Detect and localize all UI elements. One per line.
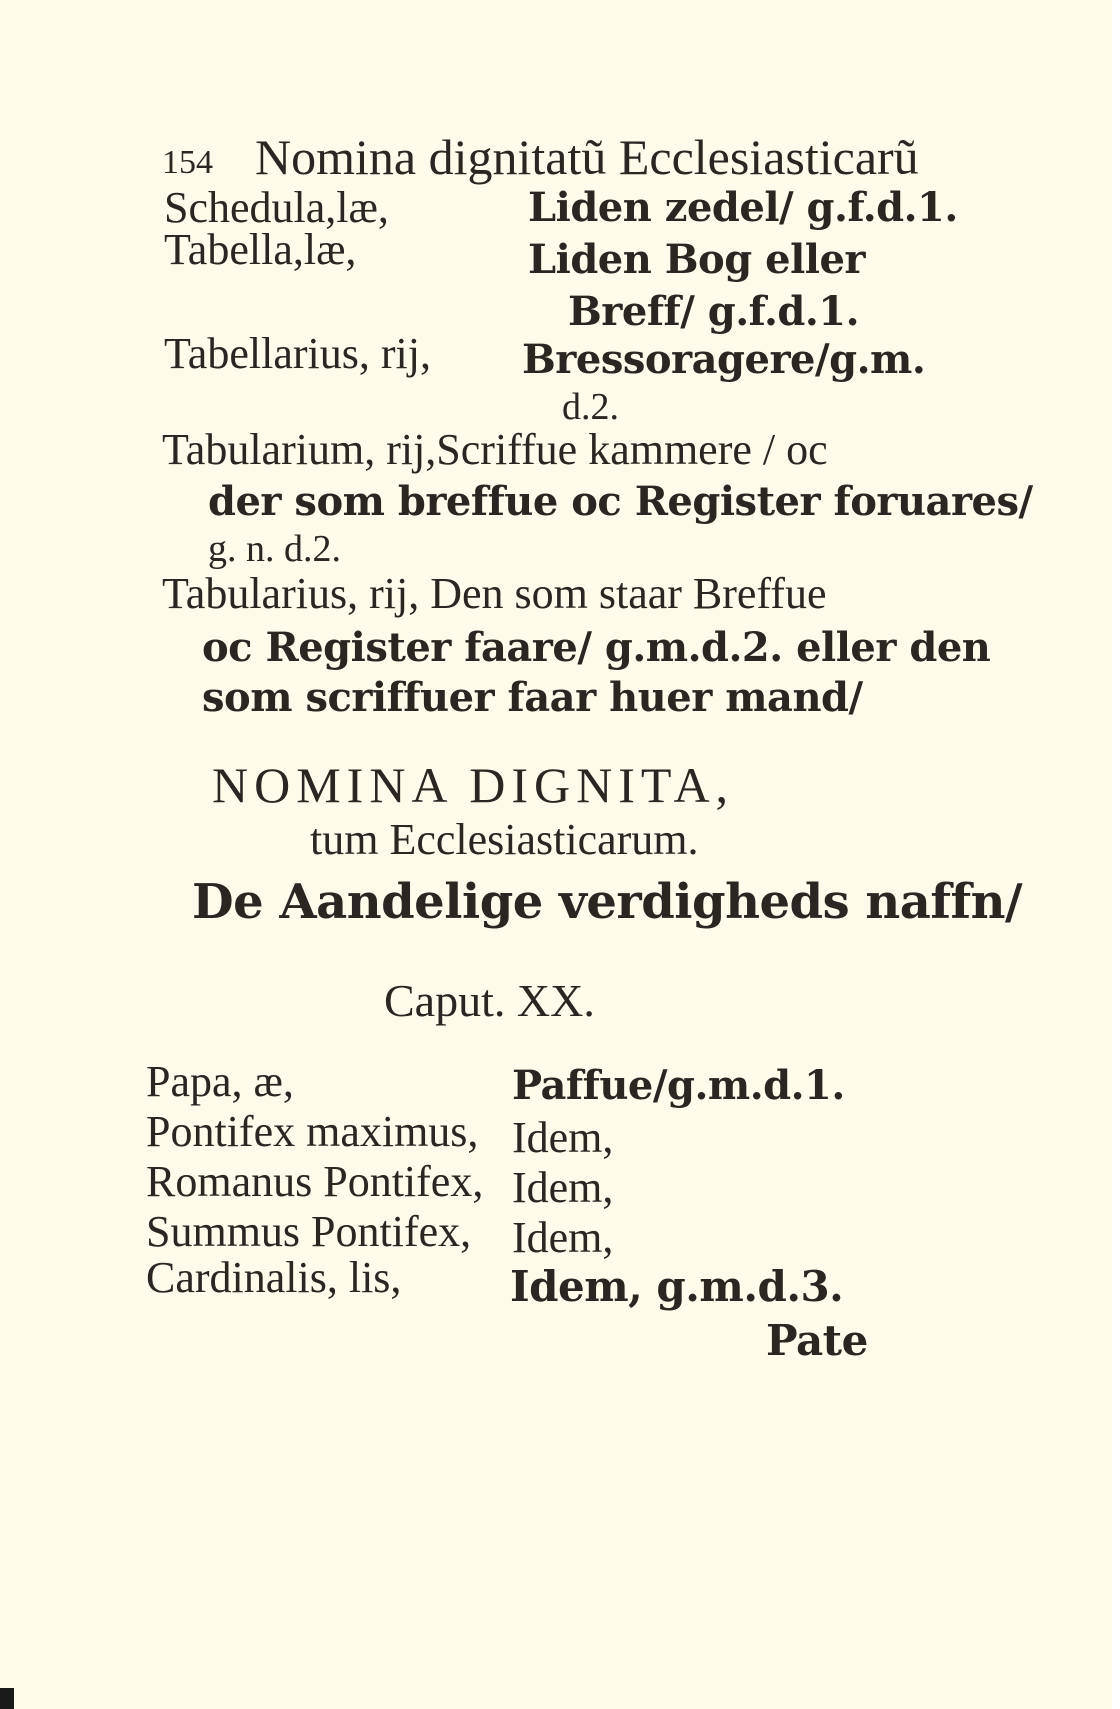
entry-gloss: Paffue/g.m.d.1.: [512, 1062, 845, 1109]
scan-corner-mark: [0, 1688, 14, 1709]
page-number: 154: [162, 144, 213, 181]
entry-gloss: Idem,: [512, 1163, 614, 1212]
entry-gloss-continued: Breff/ g.f.d.1.: [568, 288, 860, 335]
entry-latin: Tabellarius, rij,: [164, 329, 431, 378]
section-heading: NOMINA DIGNITA,: [212, 757, 735, 813]
entry-latin: Schedula,læ,: [164, 183, 389, 232]
entry-line: som scriffuer faar huer mand/: [202, 674, 863, 721]
entry-line: g. n. d.2.: [208, 528, 341, 570]
entry-gloss: Idem,: [512, 1113, 614, 1162]
entry-latin: Summus Pontifex,: [146, 1207, 472, 1256]
entry-gloss: Idem, g.m.d.3.: [510, 1262, 844, 1311]
entry-line: Tabularius, rij, Den som staar Breffue: [162, 569, 827, 618]
catchword: Pate: [766, 1316, 868, 1365]
entry-gloss: Bressoragere/g.m.: [522, 336, 926, 383]
entry-latin: Pontifex maximus,: [146, 1107, 479, 1156]
entry-latin: Romanus Pontifex,: [146, 1157, 484, 1206]
entry-gloss: Liden Bog eller: [528, 236, 865, 283]
page-edge: [1112, 0, 1120, 1709]
entry-line: der som breffue oc Register foruares/: [208, 478, 1033, 525]
running-title: Nomina dignitatũ Ecclesiasticarũ: [255, 129, 919, 185]
danish-heading: De Aandelige verdigheds naffn/: [192, 874, 1023, 930]
entry-line: oc Register faare/ g.m.d.2. eller den: [202, 624, 991, 671]
entry-latin: Cardinalis, lis,: [146, 1253, 402, 1302]
entry-latin: Papa, æ,: [146, 1057, 294, 1106]
section-subheading: tum Ecclesiasticarum.: [310, 815, 699, 864]
entry-gloss: Liden zedel/ g.f.d.1.: [528, 184, 958, 231]
entry-gloss-continued: d.2.: [562, 386, 619, 428]
chapter-heading: Caput. XX.: [384, 975, 595, 1026]
entry-latin: Tabella,læ,: [164, 225, 357, 274]
entry-gloss: Idem,: [512, 1213, 614, 1262]
entry-line: Tabularium, rij,Scriffue kammere / oc: [162, 425, 828, 474]
